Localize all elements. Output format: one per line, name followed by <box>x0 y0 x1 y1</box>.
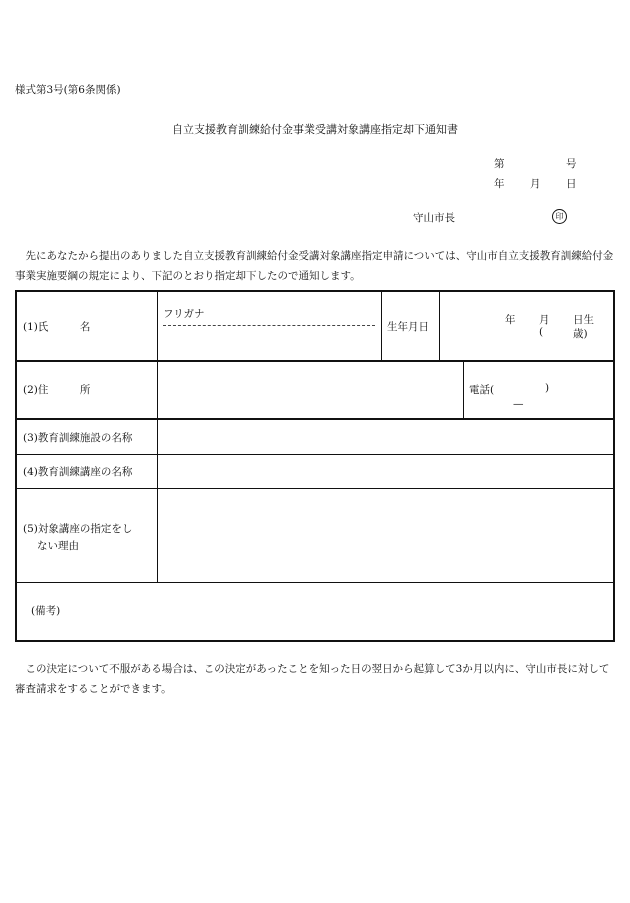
birth-year-label: 年 <box>505 314 516 326</box>
phone-close: ) <box>545 382 550 394</box>
name-label: (1)氏 名 <box>23 321 91 333</box>
birth-day-label: 日生 <box>573 314 594 326</box>
birthdate-left-divider <box>381 292 382 360</box>
issuer-name: 守山市長 <box>413 212 455 224</box>
phone-label: 電話( <box>469 384 495 396</box>
document-title: 自立支援教育訓練給付金事業受講対象講座指定却下通知書 <box>172 123 458 136</box>
birthdate-right-divider <box>439 292 440 360</box>
birthdate-label: 生年月日 <box>387 321 429 333</box>
age-open: ( <box>539 326 544 338</box>
birth-month-label: 月 <box>539 314 550 326</box>
doc-number-suffix: 号 <box>566 158 577 170</box>
date-month-label: 月 <box>530 178 541 190</box>
remarks-label: (備考) <box>31 605 61 617</box>
form-number: 様式第3号(第6条関係) <box>15 84 121 96</box>
facility-label: (3)教育訓練施設の名称 <box>23 432 133 444</box>
phone-dash: — <box>513 398 524 410</box>
notice-table <box>15 290 615 642</box>
reason-label-line1: (5)対象講座の指定をし <box>23 523 133 535</box>
address-label: (2)住 所 <box>23 384 91 396</box>
course-label: (4)教育訓練講座の名称 <box>23 466 133 478</box>
date-year-label: 年 <box>494 178 505 190</box>
intro-paragraph: 先にあなたから提出のありました自立支援教育訓練給付金受講対象講座指定申請については、守山市自立支援教育訓練給付金事業実施要綱の規定により、下記のとおり指定却下したので通知します。 <box>15 250 614 282</box>
closing-paragraph: この決定について不服がある場合は、この決定があったことを知った日の翌日から起算して3か月以内に、守山市長に対して審査請求をすることができます。 <box>15 663 610 695</box>
doc-number-prefix: 第 <box>494 158 505 170</box>
furigana-dash-line <box>163 325 375 326</box>
furigana-label: フリガナ <box>163 308 205 320</box>
phone-divider <box>463 360 464 418</box>
date-day-label: 日 <box>566 178 577 190</box>
row-divider <box>17 418 613 420</box>
row-divider <box>17 582 613 583</box>
seal-mark-icon: 印 <box>552 209 567 224</box>
row-divider <box>17 454 613 455</box>
row-divider <box>17 488 613 489</box>
age-close: 歳) <box>573 328 588 340</box>
reason-label-line2: ない理由 <box>37 540 79 552</box>
row-divider <box>17 360 613 362</box>
label-column-divider <box>157 292 158 582</box>
